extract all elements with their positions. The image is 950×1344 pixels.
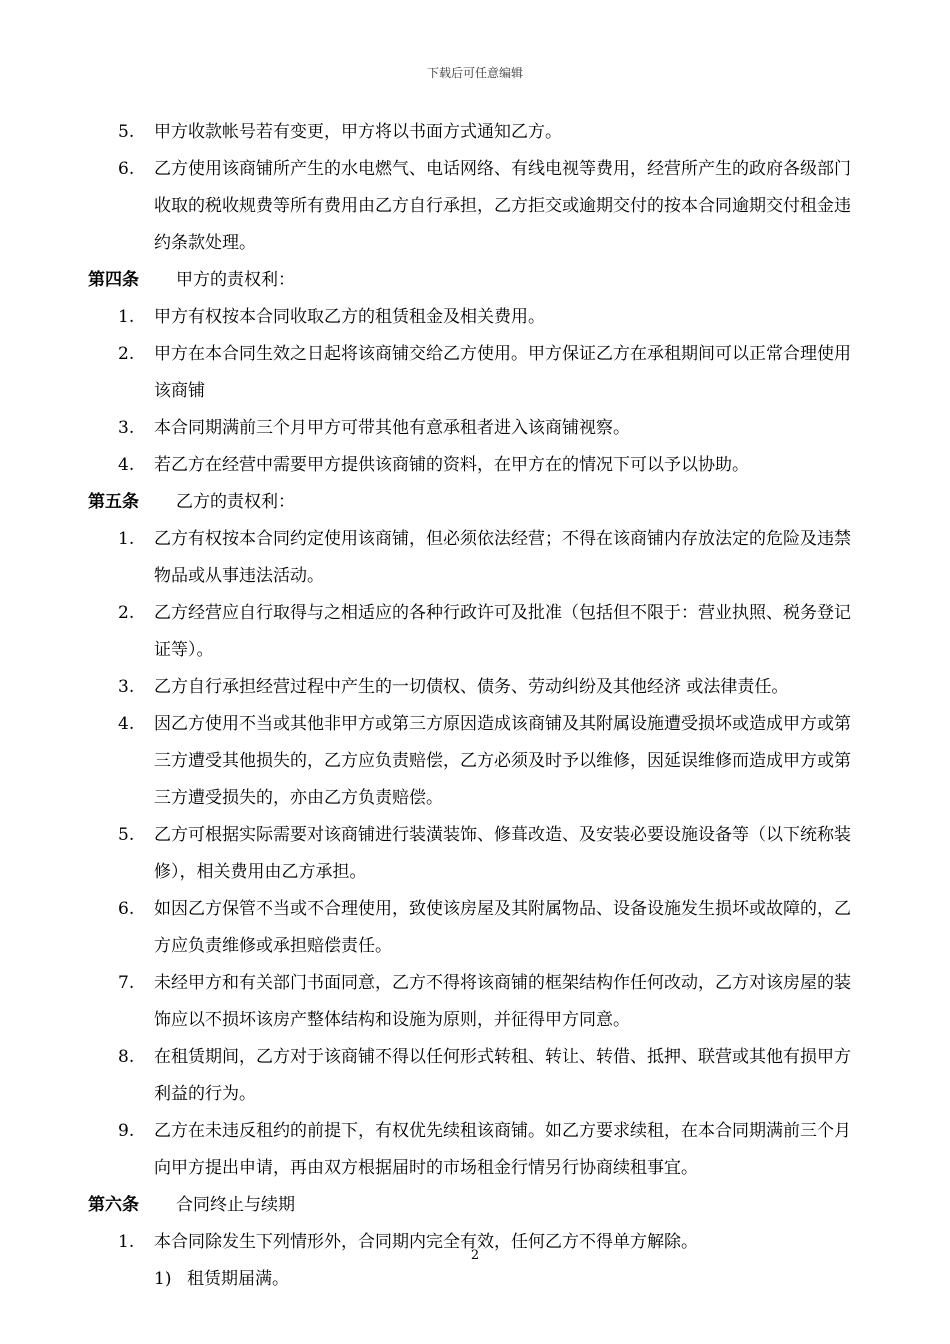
sub-item-number: 1) <box>154 1269 172 1289</box>
list-item <box>118 1039 866 1113</box>
item-number: 9. <box>118 1121 135 1141</box>
item-text: 如因乙方保管不当或不合理使用，致使该房屋及其附属物品、设备设施发生损坏或故障的，乙方应负责维修或承担赔偿责任。 <box>154 899 851 956</box>
list-item <box>118 1113 866 1187</box>
article-heading <box>88 262 950 299</box>
article-title: 合同终止与续期 <box>176 1195 295 1215</box>
list-item <box>118 521 866 595</box>
item-text: 甲方收款帐号若有变更，甲方将以书面方式通知乙方。 <box>154 122 562 142</box>
article-title: 乙方的责权利： <box>176 492 295 512</box>
article-title: 甲方的责权利： <box>176 270 295 290</box>
list-item <box>118 669 866 706</box>
item-text: 乙方经营应自行取得与之相适应的各种行政许可及批准（包括但不限于：营业执照、税务登记证等）。 <box>154 603 851 660</box>
item-number: 6. <box>118 159 135 179</box>
item-text: 乙方有权按本合同约定使用该商铺，但必须依法经营；不得在该商铺内存放法定的危险及违禁物品或从事违法活动。 <box>154 529 851 586</box>
item-number: 2. <box>118 603 135 623</box>
sub-list-item <box>154 1261 867 1298</box>
list-item <box>118 891 866 965</box>
list-item <box>118 336 866 410</box>
item-text: 若乙方在经营中需要甲方提供该商铺的资料，在甲方在的情况下可以予以协助。 <box>154 455 749 475</box>
item-number: 7. <box>118 973 135 993</box>
item-text: 本合同期满前三个月甲方可带其他有意承租者进入该商铺视察。 <box>154 418 630 438</box>
item-text: 乙方可根据实际需要对该商铺进行装潢装饰、修葺改造、及安装必要设施设备等（以下统称装修），相关费用由乙方承担。 <box>154 825 851 882</box>
list-item <box>118 447 866 484</box>
list-item <box>118 965 866 1039</box>
item-number: 5. <box>118 122 135 142</box>
list-item <box>118 706 866 817</box>
item-number: 4. <box>118 455 135 475</box>
article-number: 第六条 <box>88 1195 139 1215</box>
item-text: 甲方在本合同生效之日起将该商铺交给乙方使用。甲方保证乙方在承租期间可以正常合理使用该商铺 <box>154 344 851 401</box>
item-text: 乙方使用该商铺所产生的水电燃气、电话网络、有线电视等费用，经营所产生的政府各级部门收取的税收规费等所有费用由乙方自行承担，乙方拒交或逾期交付的按本合同逾期交付租金违约条款处理。 <box>154 159 851 253</box>
item-number: 1. <box>118 1232 135 1252</box>
contract-body <box>0 114 950 1298</box>
item-number: 6. <box>118 899 135 919</box>
article-number: 第四条 <box>88 270 139 290</box>
list-item <box>118 299 866 336</box>
item-text: 甲方有权按本合同收取乙方的租赁租金及相关费用。 <box>154 307 545 327</box>
item-text: 因乙方使用不当或其他非甲方或第三方原因造成该商铺及其附属设施遭受损坏或造成甲方或第三方遭受其他损失的，乙方应负责赔偿，乙方必须及时予以维修，因延误维修而造成甲方或第三方遭受损失的，亦由乙方负责赔偿。 <box>154 714 851 808</box>
list-item <box>118 595 866 669</box>
article-heading <box>88 484 950 521</box>
item-number: 3. <box>118 677 135 697</box>
sub-item-text: 租赁期届满。 <box>187 1269 289 1289</box>
article-heading <box>88 1187 950 1224</box>
list-item <box>118 114 866 151</box>
item-text: 本合同除发生下列情形外，合同期内完全有效，任何乙方不得单方解除。 <box>154 1232 698 1252</box>
item-text: 在租赁期间，乙方对于该商铺不得以任何形式转租、转让、转借、抵押、联营或其他有损甲方利益的行为。 <box>154 1047 851 1104</box>
item-number: 8. <box>118 1047 135 1067</box>
item-number: 5. <box>118 825 135 845</box>
item-text: 未经甲方和有关部门书面同意，乙方不得将该商铺的框架结构作任何改动，乙方对该房屋的装饰应以不损坏该房产整体结构和设施为原则，并征得甲方同意。 <box>154 973 851 1030</box>
item-number: 2. <box>118 344 135 364</box>
article-number: 第五条 <box>88 492 139 512</box>
item-number: 1. <box>118 529 135 549</box>
page-number: 2 <box>470 1248 480 1263</box>
list-item <box>118 151 866 262</box>
item-number: 3. <box>118 418 135 438</box>
item-number: 4. <box>118 714 135 734</box>
list-item <box>118 410 866 447</box>
page-header: 下载后可任意编辑 <box>426 66 523 80</box>
item-number: 1. <box>118 307 135 327</box>
list-item <box>118 817 866 891</box>
item-text: 乙方自行承担经营过程中产生的一切债权、债务、劳动纠纷及其他经济 或法律责任。 <box>154 677 789 697</box>
item-text: 乙方在未违反租约的前提下，有权优先续租该商铺。如乙方要求续租，在本合同期满前三个月向甲方提出申请，再由双方根据届时的市场租金行情另行协商续租事宜。 <box>154 1121 851 1178</box>
